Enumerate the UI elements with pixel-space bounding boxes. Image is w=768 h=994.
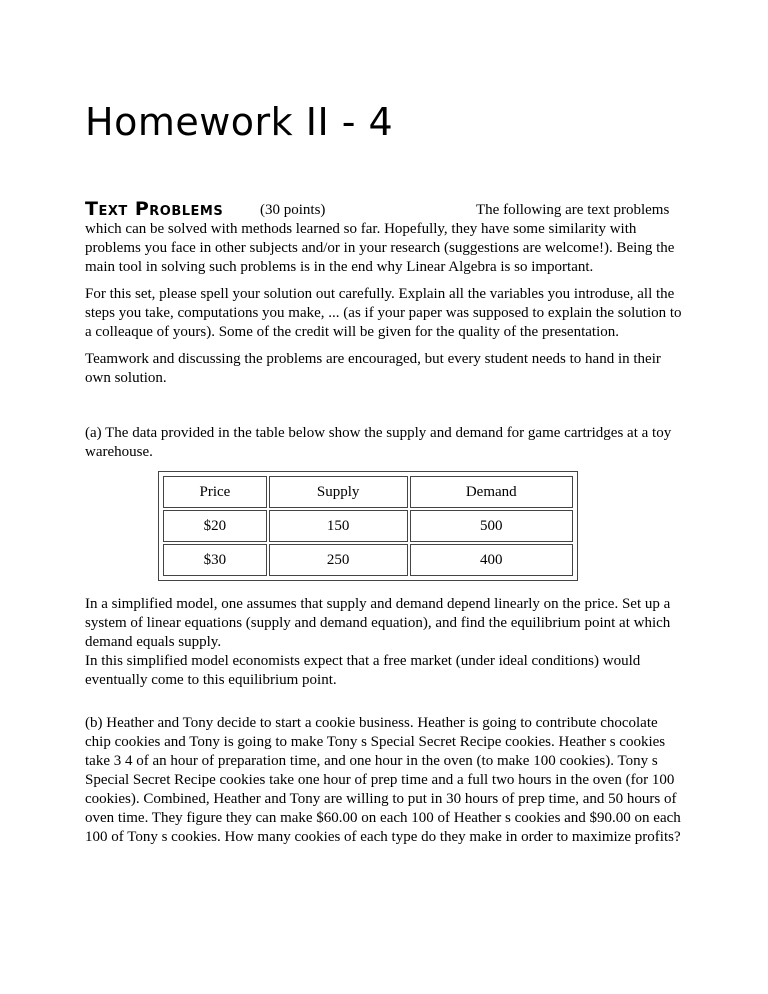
header-supply: Supply <box>269 476 408 508</box>
section-title: Text Problems <box>85 198 224 220</box>
problem-b-text: (b) Heather and Tony decide to start a cookie business. Heather is going to contribute chocolate chip cookies and Tony is going to make Tony s Special Secret Recipe cookies. Heather s cookies take 3 4 of an hour of preparation time, and one hour in the oven (to make 100 cookies). Tony s Special Secret Recipe cookies take one hour of prep time and a full two hours in the oven (for 100 cookies). Combined, Heather and Tony are willing to put in 30 hours of prep time, and 50 hours of oven time. They figure they can make $60.00 on each 100 of Heather s cookies and $90.00 on each 100 of Tony s cookies. How many cookies of each type do they make in order to maximize profits? <box>85 715 681 845</box>
intro-paragraph-3: Teamwork and discussing the problems are encouraged, but every student needs to hand in their own solution. <box>85 351 661 386</box>
table-cell: $30 <box>163 544 267 576</box>
supply-demand-table <box>158 471 578 581</box>
table-row <box>163 510 573 542</box>
intro-paragraph-1: which can be solved with methods learned so far. Hopefully, they have some similarity with problems you face in other subjects and/or in your research (suggestions are welcome!). Being the main tool in solving such problems is in the end why Linear Algebra is so important. <box>85 221 675 275</box>
problem-a-text: (a) The data provided in the table below show the supply and demand for game cartridges at a toy warehouse. <box>85 425 672 460</box>
header-demand: Demand <box>410 476 573 508</box>
section-points: (30 points) <box>260 202 326 218</box>
table-cell: 150 <box>269 510 408 542</box>
table-cell: $20 <box>163 510 267 542</box>
data-table <box>161 474 575 578</box>
table-cell: 500 <box>410 510 573 542</box>
table-row <box>163 544 573 576</box>
table-header-row <box>163 476 573 508</box>
intro-paragraph-2: For this set, please spell your solution out carefully. Explain all the variables you introduse, all the steps you take, computations you make, ... (as if your paper was supposed to explain the solution to a colleaque of yours). Some of the credit will be given for the quality of the presentation. <box>85 286 682 340</box>
table-cell: 400 <box>410 544 573 576</box>
table-cell: 250 <box>269 544 408 576</box>
page-title: Homework II - 4 <box>85 100 394 144</box>
section-lead-text: The following are text problems <box>476 202 670 218</box>
problem-a-model-text: In a simplified model, one assumes that supply and demand depend linearly on the price. Set up a system of linear equations (supply and demand equation), and find the equilibrium point at which demand equals supply. In this simplified model economists expect that a free market (under ideal conditions) would eventually come to this equilibrium point. <box>85 596 671 688</box>
section-heading-row <box>85 198 685 220</box>
header-price: Price <box>163 476 267 508</box>
